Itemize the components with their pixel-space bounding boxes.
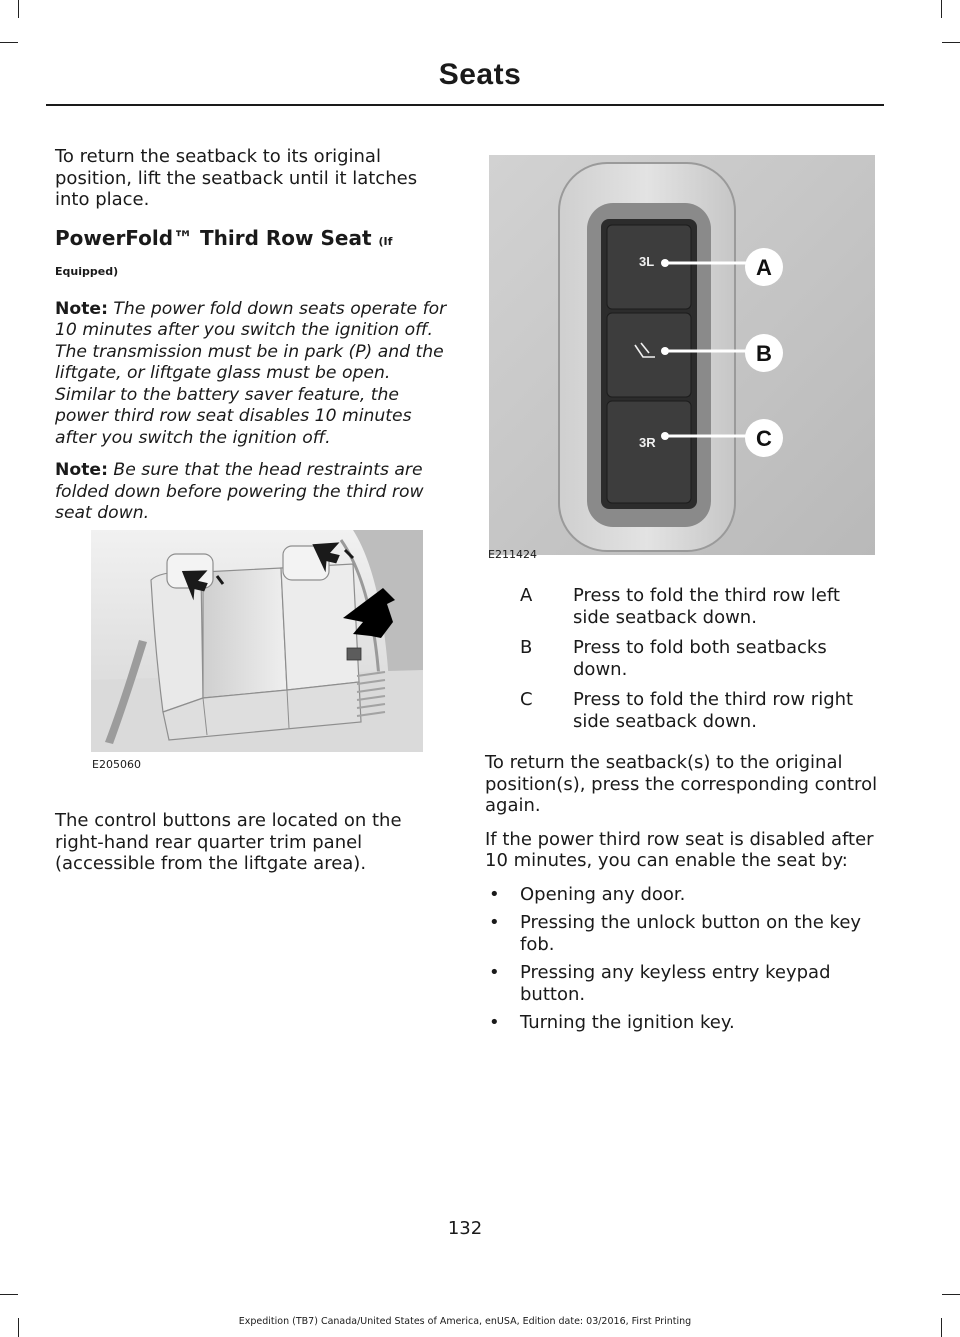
note-text: Be sure that the head restraints are folded down before powering the third row seat down. <box>55 460 424 523</box>
section-heading <box>55 225 450 285</box>
legend-letter: A <box>520 585 533 606</box>
left-column <box>55 146 450 536</box>
footer-edition: Expedition (TB7) Canada/United States of America, enUSA, Edition date: 03/2016, First Printing <box>238 1316 692 1327</box>
section-title: PowerFold™ Third Row Seat <box>55 225 372 250</box>
bullet: • <box>489 912 500 933</box>
location-paragraph: The control buttons are located on the right-hand rear quarter trim panel (accessible from the liftgate area). <box>55 810 402 874</box>
crop-mark <box>0 42 18 43</box>
legend-list <box>485 585 885 741</box>
crop-mark <box>0 1294 18 1295</box>
list-item <box>485 884 885 906</box>
bullet: • <box>489 883 500 905</box>
list-item-text: Turning the ignition key. <box>520 1012 735 1033</box>
button-3r-label: 3R <box>639 435 656 450</box>
intro-paragraph: To return the seatback to its original position, lift the seatback until it latches into place. <box>55 146 418 210</box>
button-3l-label: 3L <box>639 254 655 269</box>
legend-text: Press to fold the third row right side seatback down. <box>573 689 854 732</box>
list-item <box>485 1012 885 1034</box>
right-text-block <box>485 752 885 1041</box>
header-rule <box>46 104 884 106</box>
figure-code: E205060 <box>92 758 141 771</box>
enable-paragraph: If the power third row seat is disabled after 10 minutes, you can enable the seat by: <box>485 828 874 871</box>
crop-mark <box>942 1294 960 1295</box>
enable-list <box>485 884 885 1034</box>
bullet: • <box>489 1012 500 1033</box>
list-item <box>485 912 885 955</box>
legend-text: Press to fold both seatbacks down. <box>573 637 827 680</box>
crop-mark <box>18 0 19 18</box>
legend-item <box>485 637 885 689</box>
page-title: Seats <box>438 58 522 91</box>
note-text: The power fold down seats operate for 10 minutes after you switch the ignition off. The transmission must be in park (P) and the liftgate, or liftgate glass must be open. Similar to the battery saver feature, the power third row seat disables 10 minutes after you switch the ignition off. <box>55 298 447 448</box>
note-1 <box>55 299 450 450</box>
control-buttons-illustration <box>489 155 875 555</box>
list-item <box>485 962 885 1005</box>
crop-mark <box>942 42 960 43</box>
legend-letter: B <box>520 637 533 658</box>
callout-a: A <box>756 255 772 280</box>
callout-c: C <box>756 426 772 451</box>
list-item-text: Opening any door. <box>520 883 686 905</box>
seat-illustration-drawing <box>91 530 423 752</box>
legend-item <box>485 585 885 637</box>
control-buttons-drawing <box>489 155 875 555</box>
legend-letter: C <box>520 689 533 710</box>
section-suffix: (If Equipped) <box>55 234 393 278</box>
return-paragraph: To return the seatback(s) to the original position(s), press the corresponding control again. <box>485 752 878 816</box>
legend-item <box>485 689 885 741</box>
figure-code: E211424 <box>488 548 537 561</box>
seat-illustration <box>91 530 423 752</box>
callout-b: B <box>756 341 772 366</box>
bullet: • <box>489 962 500 983</box>
legend-text: Press to fold the third row left side seatback down. <box>573 585 840 628</box>
crop-mark <box>941 0 942 18</box>
page-number: 132 <box>447 1218 483 1239</box>
crop-mark <box>941 1318 942 1337</box>
note-label: Note: <box>55 460 108 480</box>
note-label: Note: <box>55 298 108 319</box>
list-item-text: Pressing any keyless entry keypad button. <box>520 962 831 1005</box>
list-item-text: Pressing the unlock button on the key fob. <box>520 912 862 955</box>
note-2 <box>55 460 450 525</box>
